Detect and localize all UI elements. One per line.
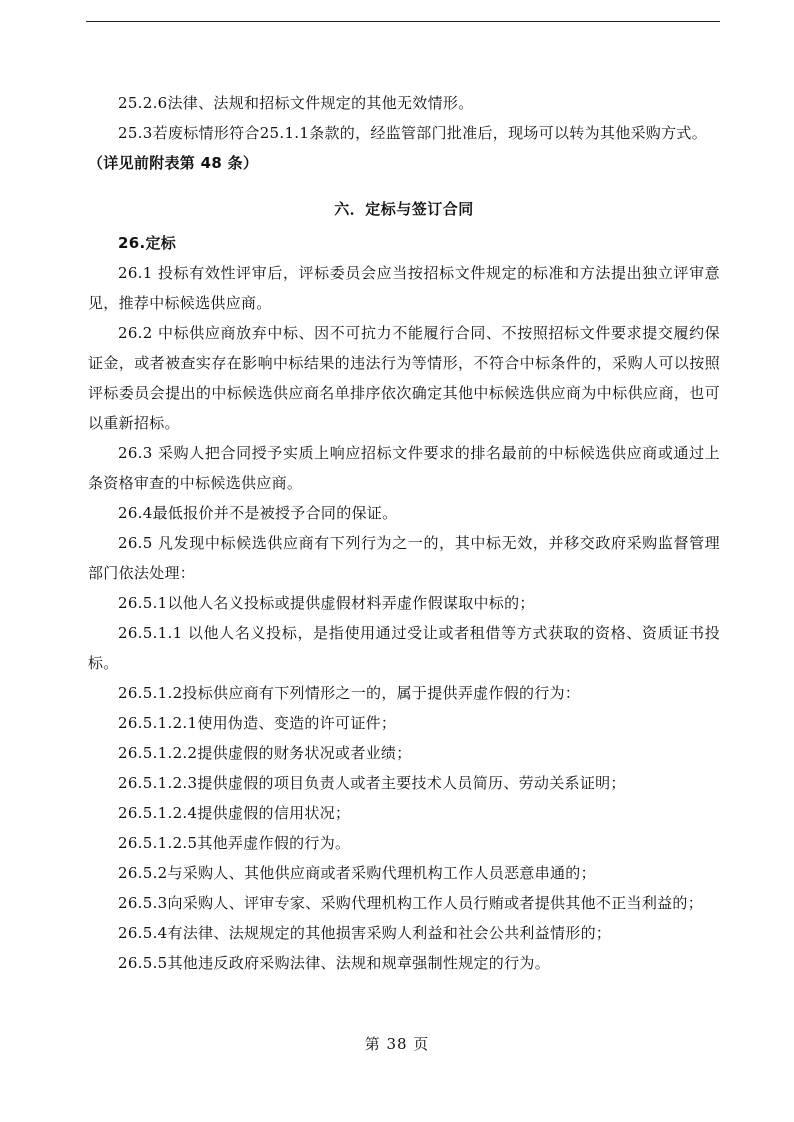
paragraph-26-5-2: 26.5.2与采购人、其他供应商或者采购代理机构工作人员恶意串通的； [118,864,596,882]
paragraph-26-5-1-2-5: 26.5.1.2.5其他弄虚作假的行为。 [118,834,351,852]
paragraph-25-3: 25.3若废标情形符合25.1.1条款的，经监管部门批准后，现场可以转为其他采购方式。 [118,124,708,142]
bold-note: （详见前附表第 48 条） [88,154,259,172]
paragraph-26-1: 26.1 投标有效性评审后，评标委员会应当按招标文件规定的标准和方法提出独立评审意见，推荐中标候选供应商。 [88,264,720,312]
paragraph-26-5: 26.5 凡发现中标候选供应商有下列行为之一的，其中标无效，并移交政府采购监督管理部门依法处理： [88,534,720,582]
paragraph-26-5-1-2-2: 26.5.1.2.2提供虚假的财务状况或者业绩； [118,744,412,762]
paragraph-26-5-1-2-4: 26.5.1.2.4提供虚假的信用状况； [118,804,351,822]
paragraph-26-5-1-2-1: 26.5.1.2.1使用伪造、变造的许可证件； [118,714,397,732]
paragraph-26-5-3: 26.5.3向采购人、评审专家、采购代理机构工作人员行贿或者提供其他不正当利益的； [118,894,704,912]
paragraph-26-5-1-1: 26.5.1.1 以他人名义投标，是指使用通过受让或者租借等方式获取的资格、资质证书投标。 [88,624,720,672]
paragraph-26-4: 26.4最低报价并不是被授予合同的保证。 [118,504,398,522]
paragraph-26-2: 26.2 中标供应商放弃中标、因不可抗力不能履行合同、不按照招标文件要求提交履约保证金，或者被查实存在影响中标结果的违法行为等情形，不符合中标条件的，采购人可以按照评标委员会提出的中标候选供应商名单排序依次确定其他中标候选供应商为中标供应商，也可以重新招标。 [88,324,720,432]
paragraph-26-3: 26.3 采购人把合同授予实质上响应招标文件要求的排名最前的中标候选供应商或通过上条资格审查的中标候选供应商。 [88,444,720,492]
paragraph-26-5-5: 26.5.5其他违反政府采购法律、法规和规章强制性规定的行为。 [118,954,551,972]
paragraph-26-5-4: 26.5.4有法律、法规规定的其他损害采购人利益和社会公共利益情形的； [118,924,612,942]
section-title: 六．定标与签订合同 [334,200,474,218]
paragraph-26-5-1: 26.5.1以他人名义投标或提供虚假材料弄虚作假谋取中标的； [118,594,535,612]
page-number: 第 38 页 [364,1035,430,1053]
paragraph-25-2-6: 25.2.6法律、法规和招标文件规定的其他无效情形。 [118,94,474,112]
subsection-title: 26.定标 [118,234,177,252]
header-rule [86,21,720,22]
paragraph-26-5-1-2: 26.5.1.2投标供应商有下列情形之一的，属于提供弄虚作假的行为： [118,684,581,702]
paragraph-26-5-1-2-3: 26.5.1.2.3提供虚假的项目负责人或者主要技术人员简历、劳动关系证明； [118,774,626,792]
document-body [88,88,720,978]
